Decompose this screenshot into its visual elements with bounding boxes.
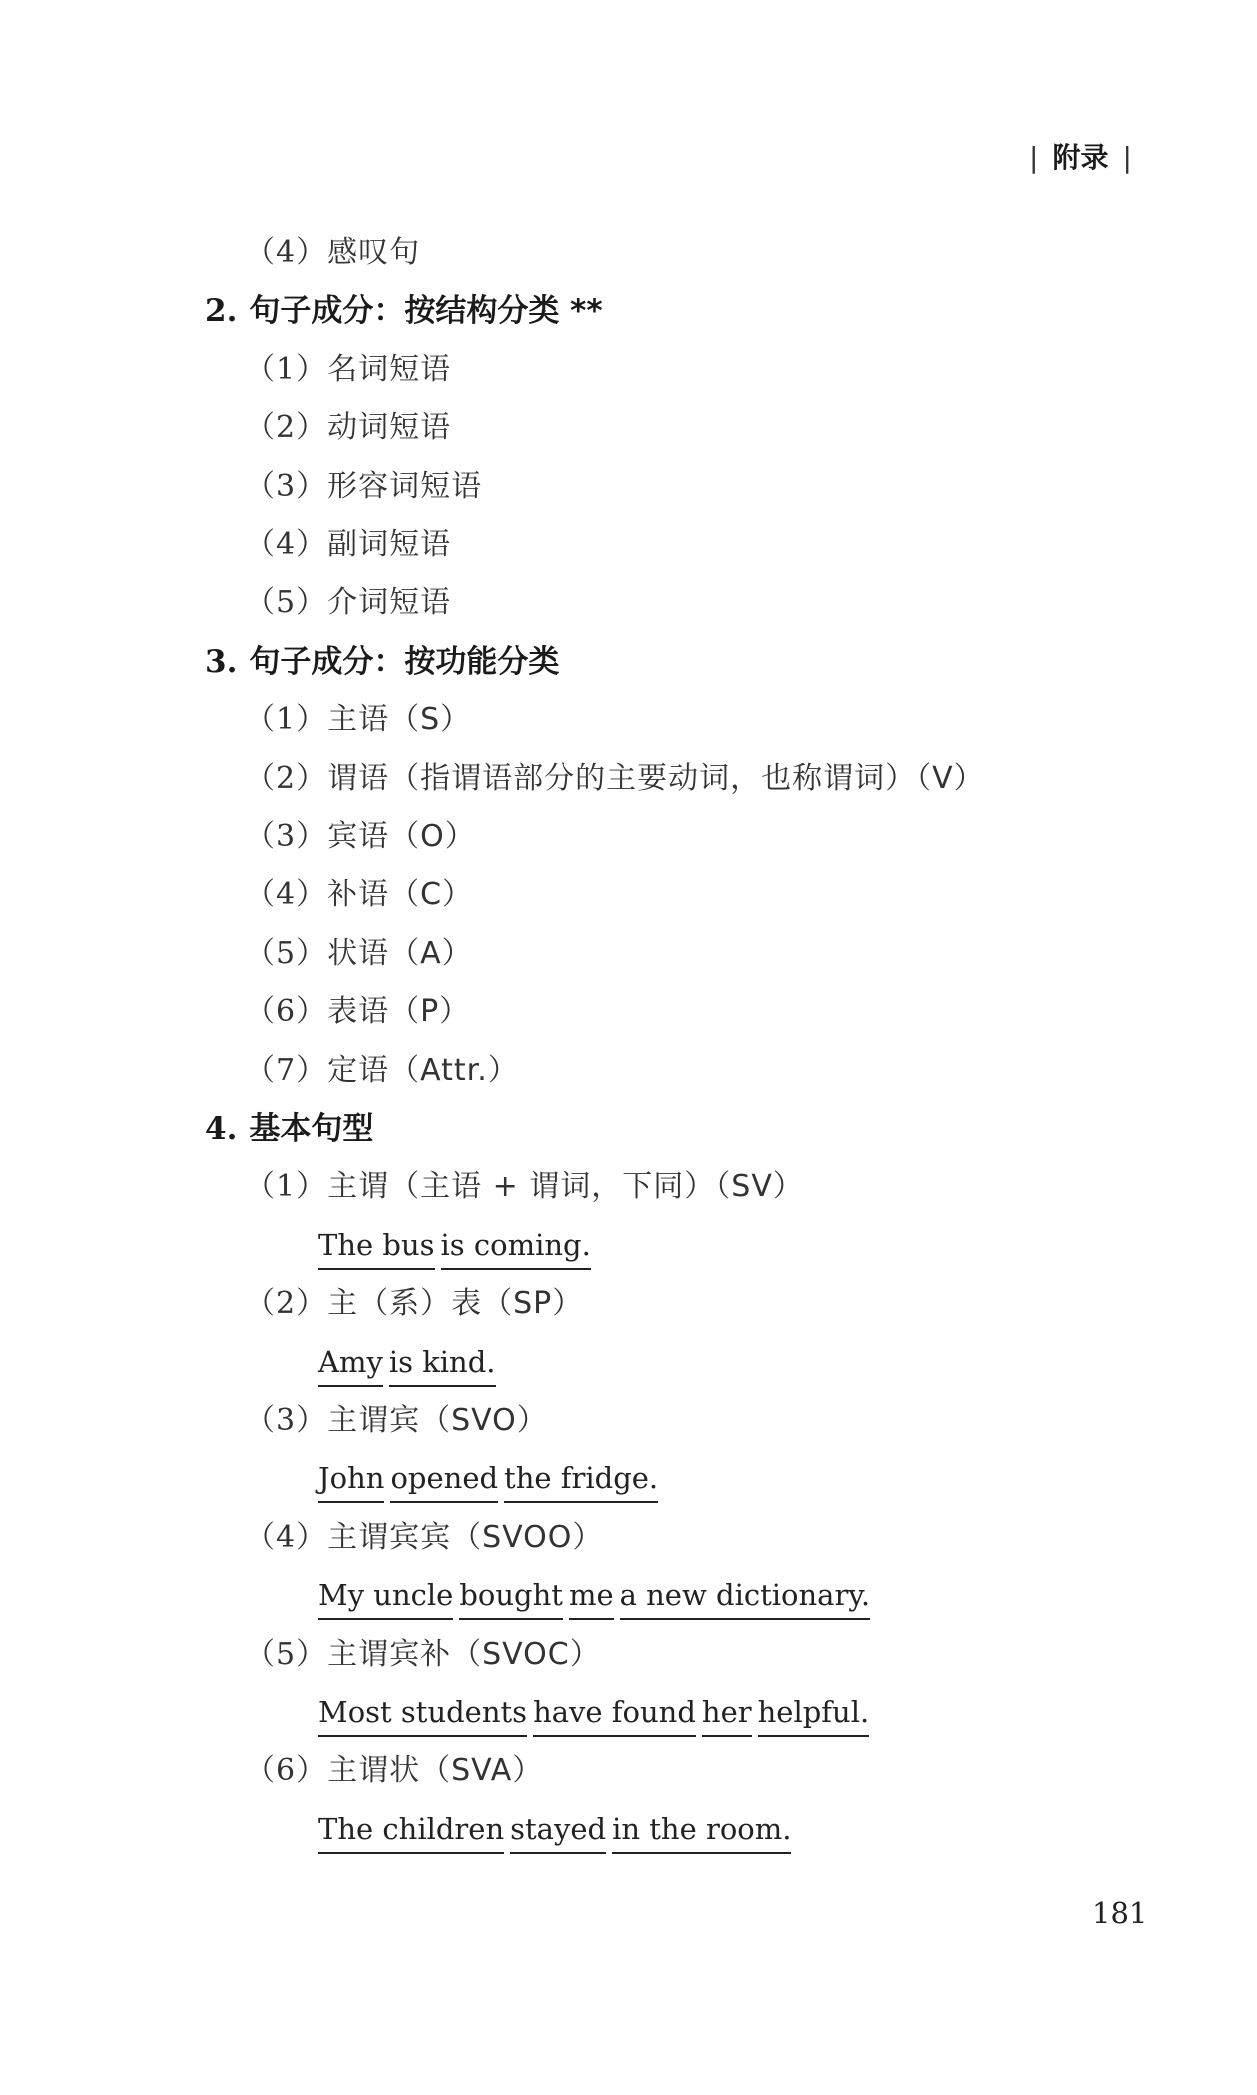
sentence-constituent: stayed	[510, 1815, 606, 1854]
list-item	[245, 819, 476, 854]
sentence-constituent: bought	[459, 1581, 563, 1620]
sentence-constituent: The children	[318, 1815, 504, 1854]
item-number: （3）	[245, 1403, 328, 1438]
item-text: 谓语（指谓语部分的主要动词，也称谓词）（V）	[327, 761, 985, 796]
item-text: 副词短语	[327, 527, 452, 562]
item-number: （5）	[245, 585, 328, 620]
item-text: 主谓状（SVA）	[327, 1753, 544, 1788]
list-item	[245, 877, 474, 912]
item-text: 介词短语	[327, 585, 452, 620]
item-number: （2）	[245, 761, 328, 796]
example-sentence	[318, 1461, 664, 1503]
item-text: 定语（Attr.）	[327, 1053, 519, 1088]
item-text: 主谓宾（SVO）	[327, 1403, 548, 1438]
running-header	[1015, 136, 1146, 176]
item-number: （6）	[245, 1753, 328, 1788]
sentence-constituent: in the room.	[612, 1815, 791, 1854]
item-number: （1）	[245, 352, 328, 387]
item-text: 状语（A）	[327, 936, 473, 971]
item-number: （3）	[245, 819, 328, 854]
list-item	[245, 936, 473, 971]
item-number: （5）	[245, 1637, 328, 1672]
sentence-constituent: Amy	[318, 1348, 383, 1387]
item-number: （6）	[245, 994, 328, 1029]
sentence-constituent: have found	[533, 1698, 696, 1737]
item-number: （4）	[245, 1520, 328, 1555]
list-item	[245, 1169, 804, 1204]
list-item	[245, 1637, 601, 1672]
section-title: 句子成分：按结构分类 **	[249, 293, 603, 329]
section-heading	[205, 293, 603, 329]
section-title: 基本句型	[249, 1111, 374, 1147]
sentence-constituent: is coming.	[441, 1231, 591, 1270]
list-item	[245, 1053, 519, 1088]
item-number: （5）	[245, 936, 328, 971]
section-title: 句子成分：按功能分类	[249, 644, 560, 680]
item-text: 主谓宾宾（SVOO）	[327, 1520, 604, 1555]
sentence-constituent: the fridge.	[504, 1464, 658, 1503]
item-number: （4）	[245, 877, 328, 912]
list-item	[245, 585, 452, 620]
section-number: 4.	[205, 1111, 238, 1147]
sentence-constituent: The bus	[318, 1231, 435, 1270]
item-number: （2）	[245, 1286, 328, 1321]
list-item	[245, 410, 452, 445]
item-number: （1）	[245, 702, 328, 737]
sentence-constituent: her	[702, 1698, 752, 1737]
header-title: 附录	[1052, 141, 1109, 174]
sentence-constituent: opened	[390, 1464, 498, 1503]
item-number: （4）	[245, 527, 328, 562]
item-text: 主谓宾补（SVOC）	[327, 1637, 601, 1672]
item-text: 动词短语	[327, 410, 452, 445]
section-number: 2.	[205, 293, 238, 329]
item-number: （2）	[245, 410, 328, 445]
list-item	[245, 1753, 544, 1788]
item-text: 感叹句	[327, 235, 421, 270]
list-item	[245, 761, 985, 796]
example-sentence	[318, 1578, 876, 1620]
page-number: 181	[1092, 1896, 1148, 1930]
list-item	[245, 352, 452, 387]
item-number: （3）	[245, 469, 328, 504]
item-text: 主语（S）	[327, 702, 472, 737]
list-item	[245, 235, 421, 270]
sentence-constituent: is kind.	[389, 1348, 496, 1387]
item-number: （7）	[245, 1053, 328, 1088]
sentence-constituent: me	[569, 1581, 614, 1620]
section-heading	[205, 644, 560, 680]
list-item	[245, 1286, 584, 1321]
item-number: （1）	[245, 1169, 328, 1204]
example-sentence	[318, 1695, 875, 1737]
list-item	[245, 1520, 604, 1555]
sentence-constituent: Most students	[318, 1698, 527, 1737]
example-sentence	[318, 1812, 797, 1854]
item-text: 宾语（O）	[327, 819, 476, 854]
item-text: 主谓（主语 + 谓词，下同）（SV）	[327, 1169, 804, 1204]
sentence-constituent: My uncle	[318, 1581, 453, 1620]
sentence-constituent: helpful.	[758, 1698, 870, 1737]
list-item	[245, 527, 452, 562]
example-sentence	[318, 1345, 502, 1387]
sentence-constituent: a new dictionary.	[620, 1581, 870, 1620]
item-text: 名词短语	[327, 352, 452, 387]
list-item	[245, 994, 471, 1029]
section-heading	[205, 1111, 374, 1147]
item-text: 表语（P）	[327, 994, 471, 1029]
item-number: （4）	[245, 235, 328, 270]
sentence-constituent: John	[318, 1464, 384, 1503]
item-text: 主（系）表（SP）	[327, 1286, 584, 1321]
list-item	[245, 1403, 548, 1438]
example-sentence	[318, 1228, 597, 1270]
item-text: 补语（C）	[327, 877, 474, 912]
header-bar-right: |	[1122, 141, 1132, 174]
header-bar-left: |	[1029, 141, 1039, 174]
list-item	[245, 702, 472, 737]
item-text: 形容词短语	[327, 469, 483, 504]
section-number: 3.	[205, 644, 238, 680]
list-item	[245, 469, 483, 504]
